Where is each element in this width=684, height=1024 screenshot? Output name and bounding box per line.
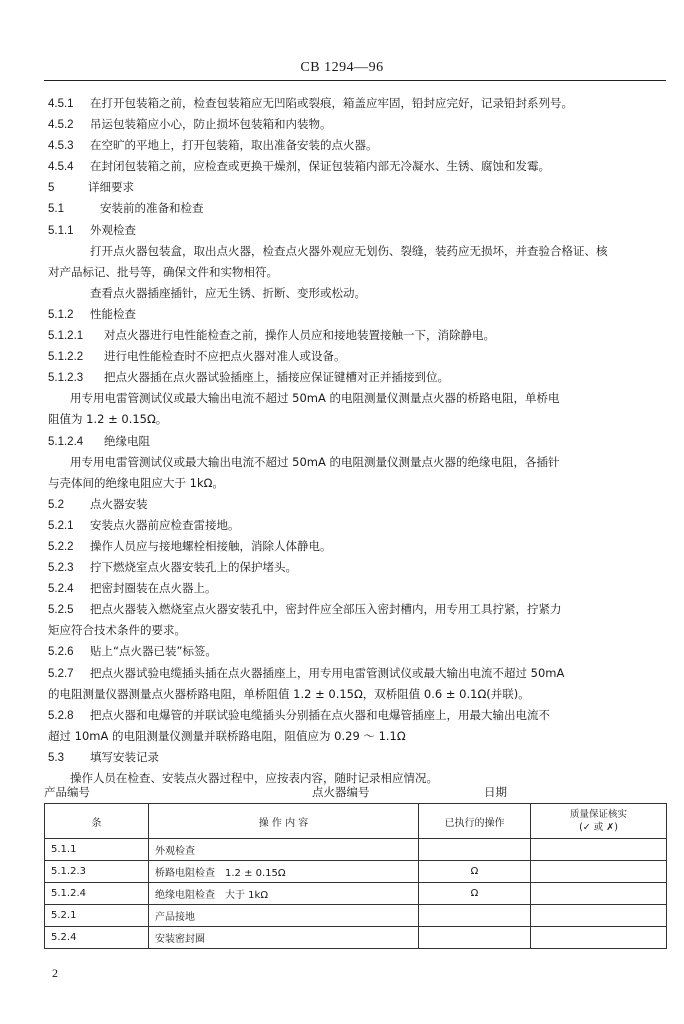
clause-number: 5.2.1 xyxy=(48,520,74,532)
line-text: 绝缘电阻 xyxy=(104,434,150,448)
clause-number: 5.1.2.1 xyxy=(48,330,84,342)
igniter-number-label: 点火器编号 xyxy=(312,785,370,799)
text-line xyxy=(48,749,159,766)
line-text: 矩应符合技术条件的要求。 xyxy=(48,623,186,637)
clause-number: 5.3 xyxy=(48,752,64,764)
row-verify xyxy=(531,883,667,905)
line-text: 对点火器进行电性能检查之前，操作人员应和接地装置接触一下，消除静电。 xyxy=(104,328,495,342)
row-verify xyxy=(531,905,667,927)
text-line xyxy=(48,707,550,724)
line-text: 查看点火器插座插针，应无生锈、折断、变形或松动。 xyxy=(90,286,366,300)
text-line xyxy=(48,433,150,450)
line-text: 把点火器装入燃烧室点火器安装孔中，密封件应全部压入密封槽内，用专用工具拧紧，拧紧力 xyxy=(90,602,562,616)
line-text: 填写安装记录 xyxy=(90,750,159,764)
text-line xyxy=(48,158,550,175)
text-line xyxy=(48,222,136,239)
line-text: 拧下燃烧室点火器安装孔上的保护堵头。 xyxy=(90,560,297,574)
record-fields-row xyxy=(44,784,666,802)
date-label: 日期 xyxy=(484,785,507,799)
line-text: 在打开包装箱之前，检查包装箱应无凹陷或裂痕，箱盖应牢固，铅封应完好，记录铅封系列号。 xyxy=(90,96,573,110)
table-row xyxy=(45,839,667,861)
header-content: 操 作 内 容 xyxy=(149,804,419,839)
row-clause: 5.2.1 xyxy=(45,905,149,927)
line-text: 外观检查 xyxy=(90,223,136,237)
line-text: 用专用电雷管测试仪或最大输出电流不超过 50mA 的电阻测量仪测量点火器的绝缘电阻，各插针 xyxy=(70,455,560,469)
line-text: 吊运包装箱应小心，防止损坏包装箱和内装物。 xyxy=(90,117,332,131)
row-clause: 5.1.2.4 xyxy=(45,883,149,905)
table-body xyxy=(45,839,667,949)
line-text: 性能检查 xyxy=(90,307,136,321)
row-content: 安装密封圈 xyxy=(149,927,419,949)
header-verify-mark: (✓ 或 ✗) xyxy=(579,822,618,833)
line-text: 阻值为 1.2 ± 0.15Ω。 xyxy=(48,412,168,426)
line-text: 与壳体间的绝缘电阻应大于 1kΩ。 xyxy=(48,476,224,490)
text-line xyxy=(48,200,204,217)
clause-number: 5 xyxy=(48,182,55,194)
text-line xyxy=(90,285,366,301)
text-line xyxy=(48,601,562,618)
line-text: 详细要求 xyxy=(88,180,134,194)
line-text: 点火器安装 xyxy=(90,497,148,511)
row-clause: 5.1.2.3 xyxy=(45,861,149,883)
clause-number: 5.2.2 xyxy=(48,541,74,553)
line-text: 操作人员应与接地螺栓相接触，消除人体静电。 xyxy=(90,539,332,553)
header-rule xyxy=(44,80,666,81)
text-line xyxy=(70,454,560,470)
row-content: 桥路电阻检查 1.2 ± 0.15Ω xyxy=(149,861,419,883)
clause-number: 5.2.8 xyxy=(48,710,74,722)
text-line xyxy=(48,665,564,682)
clause-number: 5.1.1 xyxy=(48,225,74,237)
row-clause: 5.2.4 xyxy=(45,927,149,949)
clause-number: 5.2.3 xyxy=(48,562,74,574)
clause-number: 4.5.3 xyxy=(48,140,74,152)
text-line xyxy=(48,517,240,534)
row-executed xyxy=(419,839,531,861)
text-line xyxy=(48,622,186,638)
clause-number: 5.1.2 xyxy=(48,309,74,321)
text-line xyxy=(48,137,378,154)
text-line xyxy=(48,643,217,660)
header-executed: 已执行的操作 xyxy=(419,804,531,839)
row-executed xyxy=(419,905,531,927)
line-text: 把点火器插在点火器试验插座上，插接应保证键槽对正并插接到位。 xyxy=(104,370,449,384)
table-row xyxy=(45,861,667,883)
table-header-row xyxy=(45,804,667,839)
clause-number: 5.2.5 xyxy=(48,604,74,616)
line-text: 安装点火器前应检查雷接地。 xyxy=(90,518,240,532)
text-line xyxy=(90,243,608,259)
text-line xyxy=(48,475,224,491)
row-content: 外观检查 xyxy=(149,839,419,861)
text-line xyxy=(48,179,134,196)
text-line xyxy=(48,116,332,133)
clause-number: 4.5.2 xyxy=(48,119,74,131)
text-line xyxy=(48,686,530,702)
row-executed: Ω xyxy=(419,883,531,905)
row-executed xyxy=(419,927,531,949)
text-line xyxy=(70,390,560,406)
row-content: 绝缘电阻检查 大于 1kΩ xyxy=(149,883,419,905)
row-verify xyxy=(531,839,667,861)
line-text: 的电阻测量仪器测量点火器桥路电阻，单桥阻值 1.2 ± 0.15Ω，双桥阻值 0.6 ± 0.1Ω(并联)。 xyxy=(48,687,530,701)
line-text: 操作人员在检查、安装点火器过程中，应按表内容，随时记录相应情况。 xyxy=(70,771,438,785)
table-row xyxy=(45,905,667,927)
clause-number: 5.1.2.3 xyxy=(48,372,84,384)
row-content: 产品接地 xyxy=(149,905,419,927)
clause-number: 5.2.7 xyxy=(48,668,74,680)
text-line xyxy=(48,496,148,513)
line-text: 在空旷的平地上，打开包装箱，取出准备安装的点火器。 xyxy=(90,138,378,152)
clause-number: 5.1 xyxy=(48,203,64,215)
text-line xyxy=(48,728,406,744)
clause-number: 4.5.1 xyxy=(48,98,74,110)
line-text: 安装前的准备和检查 xyxy=(100,201,204,215)
line-text: 把点火器和电爆管的并联试验电缆插头分别插在点火器和电爆管插座上，用最大输出电流不 xyxy=(90,708,550,722)
text-line xyxy=(48,327,495,344)
clause-number: 5.1.2.4 xyxy=(48,436,84,448)
text-line xyxy=(48,559,297,576)
line-text: 在封闭包装箱之前，应检查或更换干燥剂，保证包装箱内部无冷凝水、生锈、腐蚀和发霉。 xyxy=(90,159,550,173)
line-text: 对产品标记、批号等，确保文件和实物相符。 xyxy=(48,265,278,279)
header-verify-title: 质量保证核实 xyxy=(569,809,627,820)
text-line xyxy=(48,306,136,323)
row-verify xyxy=(531,927,667,949)
clause-number: 5.2.6 xyxy=(48,646,74,658)
text-line xyxy=(48,580,217,597)
text-line xyxy=(48,411,167,427)
table-row xyxy=(45,927,667,949)
line-text: 打开点火器包装盒，取出点火器，检查点火器外观应无划伤、裂缝，装药应无损坏，并查验合格证、核 xyxy=(90,244,608,258)
clause-number: 5.2.4 xyxy=(48,583,74,595)
line-text: 超过 10mA 的电阻测量仪测量并联桥路电阻，阻值应为 0.29 ～ 1.1Ω xyxy=(48,729,406,743)
line-text: 把密封圈装在点火器上。 xyxy=(90,581,217,595)
row-clause: 5.1.1 xyxy=(45,839,149,861)
line-text: 贴上“点火器已装”标签。 xyxy=(90,644,217,658)
text-line xyxy=(48,95,573,112)
clause-number: 4.5.4 xyxy=(48,161,74,173)
text-line xyxy=(48,348,346,365)
text-line xyxy=(48,264,278,280)
line-text: 进行电性能检查时不应把点火器对准人或设备。 xyxy=(104,349,346,363)
page-number: 2 xyxy=(52,966,58,980)
installation-record-table xyxy=(44,803,667,949)
clause-number: 5.2 xyxy=(48,499,64,511)
row-executed: Ω xyxy=(419,861,531,883)
clause-number: 5.1.2.2 xyxy=(48,351,84,363)
text-line xyxy=(48,538,332,555)
row-verify xyxy=(531,861,667,883)
header-clause: 条 xyxy=(45,804,149,839)
table-row xyxy=(45,883,667,905)
product-number-label: 产品编号 xyxy=(44,785,90,799)
standard-number-header: CB 1294—96 xyxy=(300,60,384,75)
line-text: 把点火器试验电缆插头插在点火器插座上，用专用电雷管测试仪或最大输出电流不超过 50mA xyxy=(90,666,565,680)
header-verify xyxy=(531,804,667,839)
line-text: 用专用电雷管测试仪或最大输出电流不超过 50mA 的电阻测量仪测量点火器的桥路电阻，单桥电 xyxy=(70,391,560,405)
text-line xyxy=(48,369,449,386)
